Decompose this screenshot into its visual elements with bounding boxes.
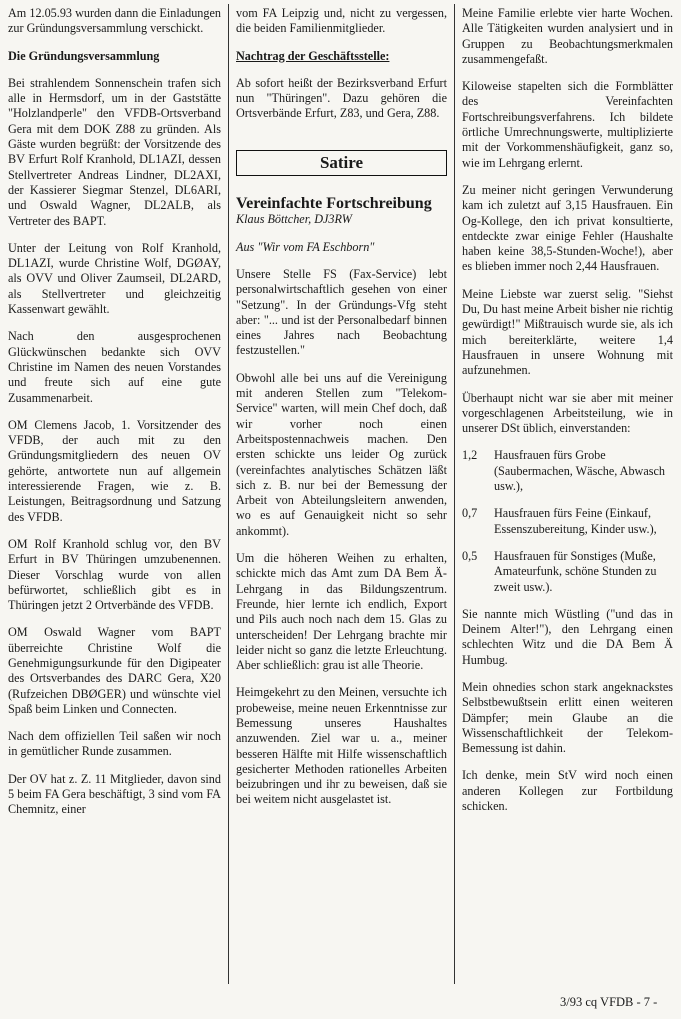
column-1 (8, 6, 221, 830)
paragraph: OM Oswald Wagner vom BAPT überreichte Christine Wolf die Genehmigungsurkunde für den Digipeater des Ortsverbandes des DARC Gera, X20 (Rufzeichen DBØGER) und wünschte viel Spaß beim Linken und Connecten. (8, 625, 221, 716)
paragraph: Am 12.05.93 wurden dann die Einladungen zur Gründungsversammlung verschickt. (8, 6, 221, 36)
paragraph: OM Rolf Kranhold schlug vor, den BV Erfurt in BV Thüringen umzubenennen. Dieser Vorschlag wurde von allen befürwortet, schließlich gibt es in Thüringen jetzt 2 Ortverbände des VFDB. (8, 536, 221, 613)
paragraph: Unter der Leitung von Rolf Kranhold, DL1AZI, wurde Christine Wolf, DGØAY, als OVV und Oliver Zaumseil, DL2ARD, als Stellvertreter und gleichzeitig Kassenwart gewählt. (8, 240, 221, 317)
paragraph: Nach dem offiziellen Teil saßen wir noch in gemütlicher Runde zusammen. (8, 729, 221, 759)
paragraph: Der OV hat z. Z. 11 Mitglieder, davon sind 5 beim FA Gera beschäftigt, 3 sind vom FA Chemnitz, einer (8, 771, 221, 817)
paragraph: Zu meiner nicht geringen Verwunderung kam ich zuletzt auf 3,15 Hausfrauen. Ein Og-Kollege, den ich privat konsultierte, entdeckte zwar einige Fehler (Haushalte haben keine 38,5-Stunden-Woche!), aber es blieben immer noch 2,44 Hausfrauen. (462, 182, 673, 274)
paragraph: Meine Familie erlebte vier harte Wochen. Alle Tätigkeiten wurden analysiert und in Gruppen zu Beobachtungsmerkmalen zusammengefaßt. (462, 6, 673, 66)
list-item (462, 506, 673, 537)
column-3 (462, 6, 673, 826)
article-source: Aus "Wir vom FA Eschborn" (236, 239, 375, 254)
section-heading-nachtrag: Nachtrag der Geschäftsstelle: (236, 48, 390, 63)
column-divider-left (228, 4, 229, 984)
section-heading-gruendungsversammlung: Die Gründungsversammlung (8, 48, 160, 63)
satire-banner: Satire (236, 150, 447, 176)
list-item-text: Hausfrauen fürs Feine (Einkauf, Essenszubereitung, Kinder usw.), (494, 506, 657, 536)
list-item-text: Hausfrauen für Sonstiges (Muße, Amateurfunk, schöne Stunden zu zweit usw.). (494, 548, 657, 594)
paragraph: Mein ohnedies schon stark angeknackstes Selbstbewußtsein erlitt einen weiteren Dämpfer; mein Glaube an die Wissenschaftlichkeit der Telekom-Bemessung ist dahin. (462, 679, 673, 756)
list-item-text: Hausfrauen fürs Grobe (Saubermachen, Wäsche, Abwasch usw.), (494, 448, 666, 494)
paragraph: Kiloweise stapelten sich die Formblätter des Vereinfachten Fortschreibungsverfahrens. Ich bildete örtliche Umrechnungswerte, multiplizierte mit der Vorkommenshäufigkeit, ganz so, wie im Lehrgang erlernt. (462, 79, 673, 170)
page-footer: 3/93 cq VFDB - 7 - (560, 995, 658, 1009)
paragraph: Meine Liebste war zuerst selig. "Siehst Du, Du hast meine Arbeit bisher nie richtig gewürdigt!" Mißtrauisch wurde sie, als ich mich bereiterklärte, weitere 1,4 Hausfrauen in unsere Wohnung mit aufzunehmen. (462, 286, 673, 378)
column-2 (236, 6, 447, 820)
paragraph: Heimgekehrt zu den Meinen, versuchte ich probeweise, meine neuen Erkenntnisse zur Bemessung unseres Haushaltes anzuwenden. Ziel war u. a., meiner besseren Hälfte mit Hilfe wissenschaftlich gesicherter Methoden rationelles Arbeiten beizubringen und ihr zu beweisen, daß sie bei weitem nicht ausgelastet ist. (236, 685, 447, 807)
paragraph: Obwohl alle bei uns auf die Vereinigung mit anderen Stellen zum "Telekom-Service" warten, will mein Chef doch, daß wir vorher noch einen Arbeitspostennachweis machen. Den ersten schickte uns leider Og zurück (vereinfachtes analytisches Schätzen läßt sich z. B. nur bei der Bemessung der Arbeit von Abteilungsleitern anwenden, wo es auf Genauigkeit nicht so sehr ankommt). (236, 370, 447, 538)
column-divider-right (454, 4, 455, 984)
paragraph: Ich denke, mein StV wird noch einen anderen Kollegen zur Fortbildung schicken. (462, 768, 673, 814)
paragraph: Um die höheren Weihen zu erhalten, schickte mich das Amt zum DA Bem Ä-Lehrgang in das Bildungszentrum. Freunde, hier lernte ich endlich, Export und Pils auch noch nach dem 15. Glas zu unterscheiden! Der Lehrgang brachte mir leider nicht so ganz die letzte Erleuchtung. Aber schließlich: grau ist alle Theorie. (236, 551, 447, 673)
paragraph: Unsere Stelle FS (Fax-Service) lebt personalwirtschaftlich gesehen von einer "Setzung". In der Gründungs-Vfg steht aber: "... und ist der Personalbedarf binnen eines Jahres nach Beobachtung festzustellen." (236, 266, 447, 358)
paragraph: Nach den ausgesprochenen Glückwünschen bedankte sich OVV Christine im Namen des neuen Vorstandes und freute sich auf eine gute Zusammenarbeit. (8, 329, 221, 405)
paragraph: Ab sofort heißt der Bezirksverband Erfurt nun "Thüringen". Dazu gehören die Ortsverbände Erfurt, Z83, und Gera, Z88. (236, 75, 447, 121)
paragraph: vom FA Leipzig und, nicht zu vergessen, die beiden Familienmitglieder. (236, 6, 447, 36)
paragraph: Überhaupt nicht war sie aber mit meiner vorgeschlagenen Arbeitsteilung, wie in unserer DSt üblich, einverstanden: (462, 390, 673, 436)
article-author: Klaus Böttcher, DJ3RW (236, 212, 352, 227)
list-item (462, 549, 673, 595)
list-item (462, 448, 673, 494)
list-item-number: 1,2 (462, 448, 478, 463)
paragraph: OM Clemens Jacob, 1. Vorsitzender des VFDB, der auch mit zu den Gründungsmitgliedern des neuen OV gehörte, antwortete nun auf allgemein interessierende Fragen, wie z. B. Leistungen, Beitragsordnung und Satzung des VFDB. (8, 417, 221, 524)
article-title: Vereinfachte Fortschreibung (236, 195, 432, 213)
list-item-number: 0,5 (462, 548, 478, 563)
paragraph: Sie nannte mich Wüstling ("und das in Deinem Alter!"), den Lehrgang einen schlechten Witz und die DA Bem Ä Humbug. (462, 606, 673, 667)
list-item-number: 0,7 (462, 506, 478, 521)
paragraph: Bei strahlendem Sonnenschein trafen sich alle in Hermsdorf, um in der Gaststätte "Holzlandperle" den VFDB-Ortsverband Gera mit dem DOK Z88 zu gründen. Als Gäste wurden begrüßt: der Vorsitzende des BV Erfurt Rolf Kranhold, DL1AZI, dessen Stellvertreter Andreas Lindner, DL2AXI, der Kassierer Siegmar Stenzel, DL6ARI, und Oswald Wagner, DL2ALB, als Vertreter des BAPT. (8, 75, 221, 228)
